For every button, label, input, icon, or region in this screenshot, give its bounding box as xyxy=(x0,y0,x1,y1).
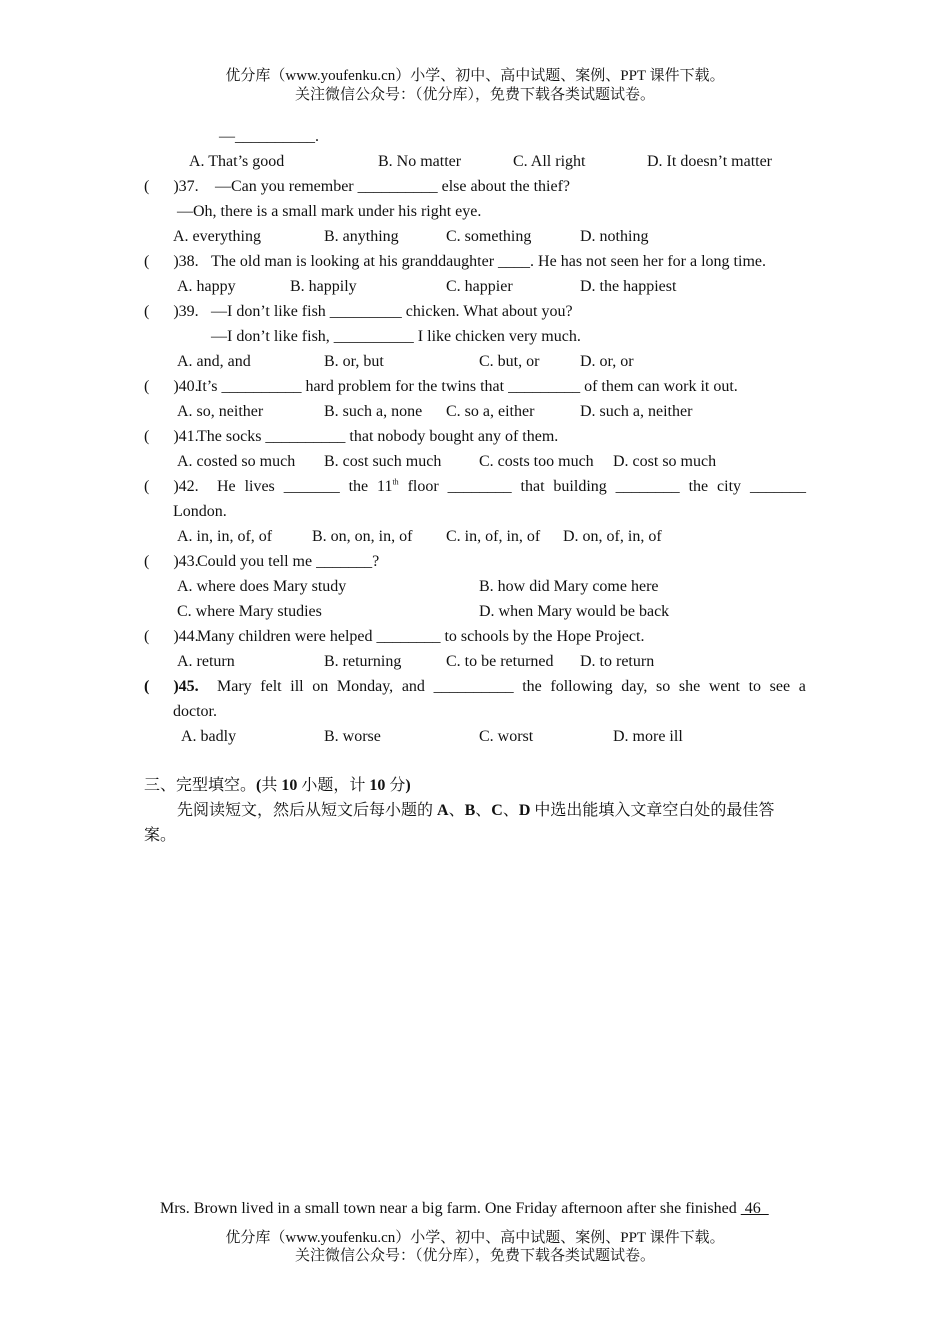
q43-option-a: A. where does Mary study xyxy=(177,578,347,595)
q43-option-b: B. how did Mary come here xyxy=(479,578,659,595)
q36-option-a: A. That’s good xyxy=(189,153,285,170)
q45-word: following xyxy=(550,678,613,695)
blank-46: 46 xyxy=(740,1200,769,1217)
q40-option-c: C. so a, either xyxy=(446,403,535,420)
q42-blank: ________ xyxy=(615,478,680,495)
q45-continuation: doctor. xyxy=(173,703,217,720)
section-3-instructions-cont: 案。 xyxy=(144,827,177,844)
q45-option-a: A. badly xyxy=(181,728,237,745)
q45-word: went xyxy=(708,678,740,695)
q40-question: It’s __________ hard problem for the twins that _________ of them can work it out. xyxy=(197,378,738,395)
q44-option-c: C. to be returned xyxy=(446,653,554,670)
q42-word: the xyxy=(688,478,709,495)
q45-word: Mary xyxy=(217,678,252,695)
q45-word: to xyxy=(748,678,762,695)
q42-word: He xyxy=(217,478,236,495)
q39-option-a: A. and, and xyxy=(177,353,251,370)
q42-option-a: A. in, in, of, of xyxy=(177,528,273,545)
q37-option-b: B. anything xyxy=(324,228,399,245)
q45-word: on xyxy=(312,678,329,695)
q42-option-b: B. on, on, in, of xyxy=(312,528,413,545)
q41-option-c: C. costs too much xyxy=(479,453,594,470)
q37-option-a: A. everything xyxy=(173,228,261,245)
q42-number: ( )42. xyxy=(144,478,199,495)
q41-option-b: B. cost such much xyxy=(324,453,442,470)
q38-option-c: C. happier xyxy=(446,278,513,295)
q45-word: ill xyxy=(290,678,304,695)
page-header-line-2: 关注微信公众号：（优分库），免费下载各类试题试卷。 xyxy=(294,87,655,103)
q39-option-c: C. but, or xyxy=(479,353,540,370)
q37-number: ( )37. xyxy=(144,178,199,195)
q42-option-d: D. on, of, in, of xyxy=(563,528,662,545)
q42-blank: _______ xyxy=(283,478,340,495)
q42-question xyxy=(217,477,806,497)
q45-word: Monday, xyxy=(336,678,394,695)
q37-option-c: C. something xyxy=(446,228,532,245)
q41-option-a: A. costed so much xyxy=(177,453,296,470)
q38-option-b: B. happily xyxy=(290,278,357,295)
q45-word: and xyxy=(401,678,425,695)
q45-blank: __________ xyxy=(433,678,514,695)
q39-option-d: D. or, or xyxy=(580,353,634,370)
q39-response: —I don’t like fish, __________ I like chicken very much. xyxy=(211,328,581,345)
q37-response: —Oh, there is a small mark under his right eye. xyxy=(177,203,482,220)
page-footer-line-1: 优分库（www.youfenku.cn）小学、初中、高中试题、案例、PPT 课件下载。 xyxy=(225,1230,725,1246)
q36-continuation: —__________. xyxy=(219,128,319,145)
q38-question: The old man is looking at his granddaughter ____. He has not seen her for a long time. xyxy=(211,253,766,270)
q43-number: ( )43. xyxy=(144,553,199,570)
q45-word: she xyxy=(678,678,701,695)
q41-option-d: D. cost so much xyxy=(613,453,717,470)
passage-first-line: Mrs. Brown lived in a small town near a big farm. One Friday afternoon after she finished 46 xyxy=(160,1200,769,1217)
q42-option-c: C. in, of, in, of xyxy=(446,528,541,545)
q44-question: Many children were helped ________ to schools by the Hope Project. xyxy=(197,628,645,645)
q45-word: a xyxy=(798,678,806,695)
q45-word: so xyxy=(655,678,671,695)
q37-question: —Can you remember __________ else about the thief? xyxy=(215,178,571,195)
q44-option-b: B. returning xyxy=(324,653,402,670)
q45-word: felt xyxy=(260,678,282,695)
q42-word: floor xyxy=(407,478,439,495)
q44-option-d: D. to return xyxy=(580,653,655,670)
q39-option-b: B. or, but xyxy=(324,353,384,370)
q39-question: —I don’t like fish _________ chicken. What about you? xyxy=(211,303,573,320)
page-header-line-1: 优分库（www.youfenku.cn）小学、初中、高中试题、案例、PPT 课件下载。 xyxy=(225,68,725,84)
q42-superscript: th xyxy=(392,477,399,487)
q42-word: city xyxy=(717,478,742,495)
q45-option-c: C. worst xyxy=(479,728,534,745)
q40-option-a: A. so, neither xyxy=(177,403,264,420)
q43-option-c: C. where Mary studies xyxy=(177,603,322,620)
q43-option-d: D. when Mary would be back xyxy=(479,603,670,620)
q36-option-c: C. All right xyxy=(513,153,586,170)
section-3-title: 三、完型填空。(共 10 小题，计 10 分) xyxy=(144,777,411,794)
q41-number: ( )41. xyxy=(144,428,199,445)
q38-option-d: D. the happiest xyxy=(580,278,677,295)
q45-question xyxy=(217,677,806,697)
q42-continuation: London. xyxy=(173,503,227,520)
q42-blank: _______ xyxy=(749,478,806,495)
q41-question: The socks __________ that nobody bought any of them. xyxy=(197,428,559,445)
q38-number: ( )38. xyxy=(144,253,199,270)
q45-number: ( )45. xyxy=(144,678,199,695)
q42-word: the xyxy=(348,478,369,495)
q42-blank: ________ xyxy=(447,478,512,495)
q45-word: see xyxy=(769,678,791,695)
q40-option-d: D. such a, neither xyxy=(580,403,693,420)
q45-option-b: B. worse xyxy=(324,728,381,745)
q42-word: lives xyxy=(244,478,275,495)
q39-number: ( )39. xyxy=(144,303,199,320)
q42-word: that xyxy=(520,478,545,495)
q45-option-d: D. more ill xyxy=(613,728,683,745)
q44-option-a: A. return xyxy=(177,653,235,670)
q36-option-b: B. No matter xyxy=(378,153,462,170)
q42-word: building xyxy=(553,478,607,495)
q44-number: ( )44. xyxy=(144,628,199,645)
q43-question: Could you tell me _______? xyxy=(197,553,380,570)
q36-option-d: D. It doesn’t matter xyxy=(647,153,773,170)
q42-floor-number: 11th xyxy=(377,477,399,495)
q40-number: ( )40. xyxy=(144,378,199,395)
q37-option-d: D. nothing xyxy=(580,228,649,245)
section-3-instructions: 先阅读短文，然后从短文后每小题的 A、B、C、D 中选出能填入文章空白处的最佳答 xyxy=(177,802,775,819)
page-footer-line-2: 关注微信公众号：（优分库），免费下载各类试题试卷。 xyxy=(294,1248,655,1264)
q40-option-b: B. such a, none xyxy=(324,403,423,420)
q45-word: the xyxy=(522,678,542,695)
q38-option-a: A. happy xyxy=(177,278,236,295)
q45-word: day, xyxy=(621,678,648,695)
